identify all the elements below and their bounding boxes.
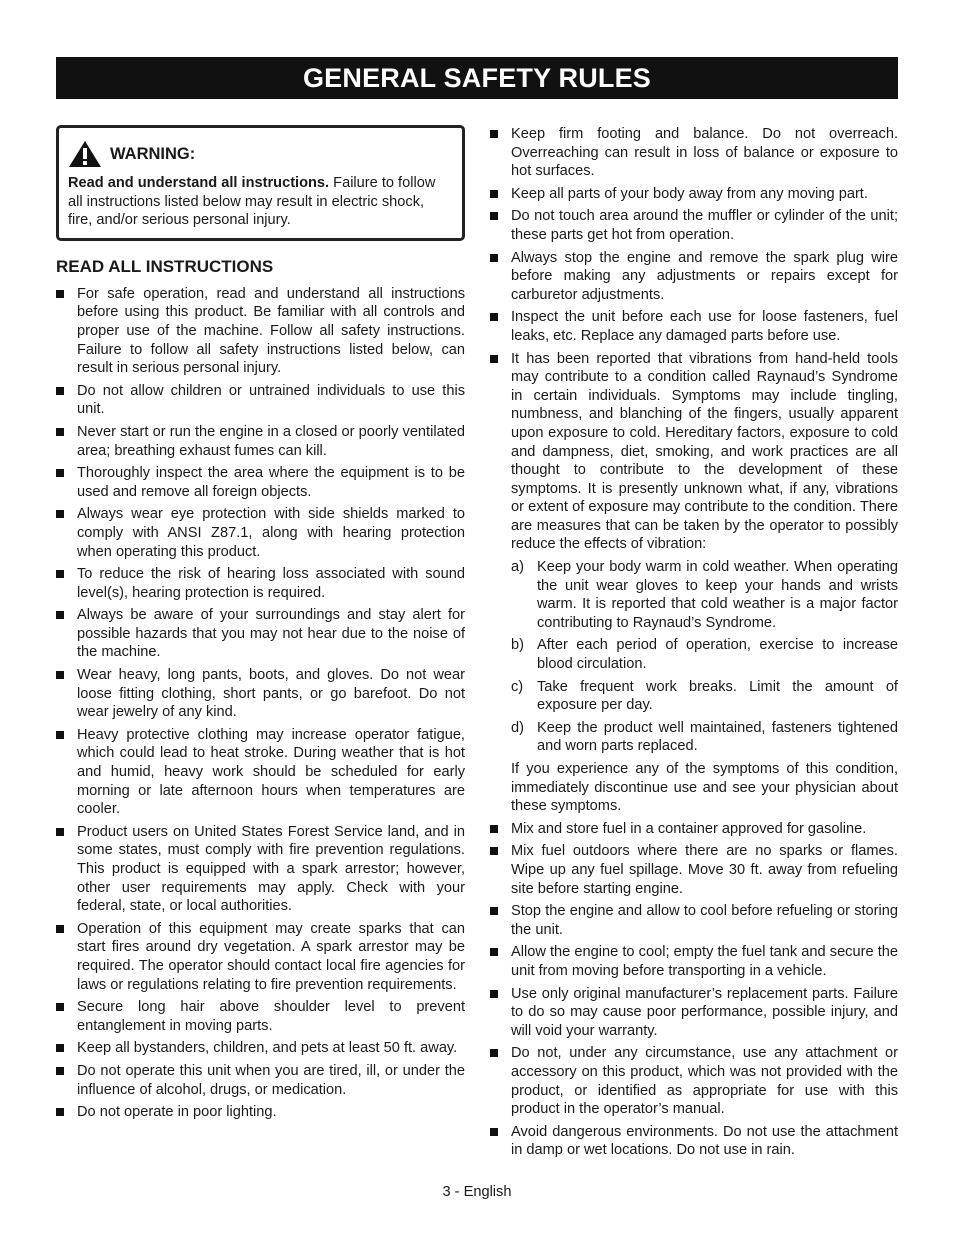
list-item: Operation of this equipment may create sparks that can start fires around dry vegetation. A spark arrestor may be required. The operator should contact local fire agencies for laws or regulations relating to fire prevention requirements. bbox=[56, 920, 465, 994]
sublist-item: a) Keep your body warm in cold weather. When operating the unit wear gloves to keep your hands and wrists warm. It is reported that cold weather is a major factor contributing to Raynaud’s Syndrome. bbox=[511, 559, 898, 631]
list-item: Stop the engine and allow to cool before refueling or storing the unit. bbox=[490, 902, 898, 939]
list-item: Thoroughly inspect the area where the equipment is to be used and remove all foreign objects. bbox=[56, 464, 465, 501]
bullet-square-icon bbox=[490, 847, 498, 855]
bullet-square-icon bbox=[56, 611, 64, 619]
left-column bbox=[56, 125, 465, 1126]
warning-body-text: Failure to follow all instructions listed below may result in electric shock, fire, and/or serious personal injury. bbox=[68, 175, 436, 229]
list-item: Always stop the engine and remove the spark plug wire before making any adjustments or repairs except for carburetor adjustments. bbox=[490, 249, 898, 305]
list-item: Do not, under any circumstance, use any attachment or accessory on this product, which was not provided with the product, or identified as appropriate for use with this product in the operator’s manual. bbox=[490, 1044, 898, 1118]
bullet-square-icon bbox=[490, 130, 498, 138]
warning-box bbox=[56, 125, 465, 241]
bullet-square-icon bbox=[56, 1003, 64, 1011]
list-item: Allow the engine to cool; empty the fuel tank and secure the unit from moving before transporting in a vehicle. bbox=[490, 943, 898, 980]
vibration-after-note: If you experience any of the symptoms of this condition, immediately discontinue use and see your physician about these symptoms. bbox=[511, 761, 898, 815]
list-item: Product users on United States Forest Service land, and in some states, must comply with fire prevention regulations. This product is equipped with a spark arrestor; however, other user requirements may apply. Check with your federal, state, or local authorities. bbox=[56, 823, 465, 916]
vibration-text: It has been reported that vibrations from hand-held tools may contribute to a condition called Raynaud’s Syndrome in certain individuals. Symptoms may include tingling, numbness, and blanching of the fingers, usually apparent upon exposure to cold. Hereditary factors, exposure to cold and dampness, diet, smoking, and work practices are all thought to contribute to the development of these symptoms. It is presently unknown what, if any, vibrations or extent of exposure may contribute to the condition. There are measures that can be taken by the operator to possibly reduce the effects of vibration: bbox=[511, 350, 898, 553]
list-item: Keep all bystanders, children, and pets at least 50 ft. away. bbox=[56, 1039, 465, 1058]
bullet-square-icon bbox=[490, 1049, 498, 1057]
vibration-item bbox=[490, 350, 898, 816]
bullet-square-icon bbox=[490, 212, 498, 220]
bullet-square-icon bbox=[56, 1067, 64, 1075]
bullet-square-icon bbox=[490, 948, 498, 956]
list-item: Always wear eye protection with side shields marked to comply with ANSI Z87.1, along with hearing protection when operating this product. bbox=[56, 505, 465, 561]
vibration-sublist bbox=[511, 558, 898, 756]
bullet-square-icon bbox=[56, 1044, 64, 1052]
list-item: Mix and store fuel in a container approved for gasoline. bbox=[490, 820, 898, 839]
list-item: Avoid dangerous environments. Do not use the attachment in damp or wet locations. Do not use in rain. bbox=[490, 1123, 898, 1160]
list-item: Do not allow children or untrained individuals to use this unit. bbox=[56, 382, 465, 419]
bullet-square-icon bbox=[56, 828, 64, 836]
list-item: Keep firm footing and balance. Do not overreach. Overreaching can result in loss of balance or exposure to hot surfaces. bbox=[490, 125, 898, 181]
bullet-square-icon bbox=[490, 825, 498, 833]
right-column bbox=[490, 125, 898, 1164]
section-title: READ ALL INSTRUCTIONS bbox=[56, 256, 274, 276]
bullet-square-icon bbox=[56, 671, 64, 679]
warning-header bbox=[68, 140, 452, 168]
list-item: Never start or run the engine in a closed or poorly ventilated area; breathing exhaust fumes can kill. bbox=[56, 423, 465, 460]
bullet-square-icon bbox=[56, 290, 64, 298]
list-item: Heavy protective clothing may increase operator fatigue, which could lead to heat stroke. During weather that is hot and humid, heavy work should be scheduled for early morning or late afternoon hours when temperatures are cooler. bbox=[56, 726, 465, 819]
sublist-item: d) Keep the product well maintained, fasteners tightened and worn parts replaced. bbox=[511, 719, 898, 755]
bullet-square-icon bbox=[490, 313, 498, 321]
bullet-square-icon bbox=[56, 387, 64, 395]
list-item: Do not operate in poor lighting. bbox=[56, 1103, 465, 1122]
list-item: For safe operation, read and understand all instructions before using this product. Be familiar with all controls and proper use of the machine. Follow all safety instructions. Failure to follow all safety instructions listed below, can result in serious personal injury. bbox=[56, 285, 465, 378]
bullet-square-icon bbox=[56, 428, 64, 436]
right-bullet-list bbox=[490, 125, 898, 1160]
sublist-item: c) Take frequent work breaks. Limit the amount of exposure per day. bbox=[511, 678, 898, 714]
left-bullet-list bbox=[56, 285, 465, 1122]
bullet-square-icon bbox=[56, 925, 64, 933]
list-item: Keep all parts of your body away from any moving part. bbox=[490, 185, 898, 204]
page-title: GENERAL SAFETY RULES bbox=[56, 57, 898, 99]
page-number: 3 - English bbox=[442, 1184, 512, 1200]
list-item: Secure long hair above shoulder level to prevent entanglement in moving parts. bbox=[56, 998, 465, 1035]
sublist-item: b) After each period of operation, exercise to increase blood circulation. bbox=[511, 637, 898, 673]
list-item: Always be aware of your surroundings and stay alert for possible hazards that you may not hear due to the noise of the machine. bbox=[56, 606, 465, 662]
bullet-square-icon bbox=[490, 907, 498, 915]
list-item: Wear heavy, long pants, boots, and gloves. Do not wear loose fitting clothing, short pants, or go barefoot. Do not wear jewelry of any kind. bbox=[56, 666, 465, 722]
list-item: Do not touch area around the muffler or cylinder of the unit; these parts get hot from operation. bbox=[490, 207, 898, 244]
bullet-square-icon bbox=[56, 469, 64, 477]
list-item: Use only original manufacturer’s replacement parts. Failure to do so may cause poor performance, possible injury, and will void your warranty. bbox=[490, 985, 898, 1041]
list-item: Inspect the unit before each use for loose fasteners, fuel leaks, etc. Replace any damaged parts before use. bbox=[490, 308, 898, 345]
list-item: Do not operate this unit when you are tired, ill, or under the influence of alcohol, drugs, or medication. bbox=[56, 1062, 465, 1099]
bullet-square-icon bbox=[56, 510, 64, 518]
bullet-square-icon bbox=[490, 254, 498, 262]
list-item: To reduce the risk of hearing loss associated with sound level(s), hearing protection is required. bbox=[56, 565, 465, 602]
warning-triangle-icon bbox=[68, 140, 102, 168]
bullet-square-icon bbox=[490, 1128, 498, 1136]
bullet-square-icon bbox=[56, 570, 64, 578]
warning-text bbox=[68, 174, 452, 230]
bullet-square-icon bbox=[490, 355, 498, 363]
warning-title: WARNING: bbox=[110, 144, 196, 163]
bullet-square-icon bbox=[56, 1108, 64, 1116]
warning-bold-text: Read and understand all instructions. bbox=[68, 175, 330, 191]
bullet-square-icon bbox=[490, 990, 498, 998]
list-item: Mix fuel outdoors where there are no sparks or flames. Wipe up any fuel spillage. Move 30 ft. away from refueling site before starting engine. bbox=[490, 842, 898, 898]
bullet-square-icon bbox=[56, 731, 64, 739]
bullet-square-icon bbox=[490, 190, 498, 198]
